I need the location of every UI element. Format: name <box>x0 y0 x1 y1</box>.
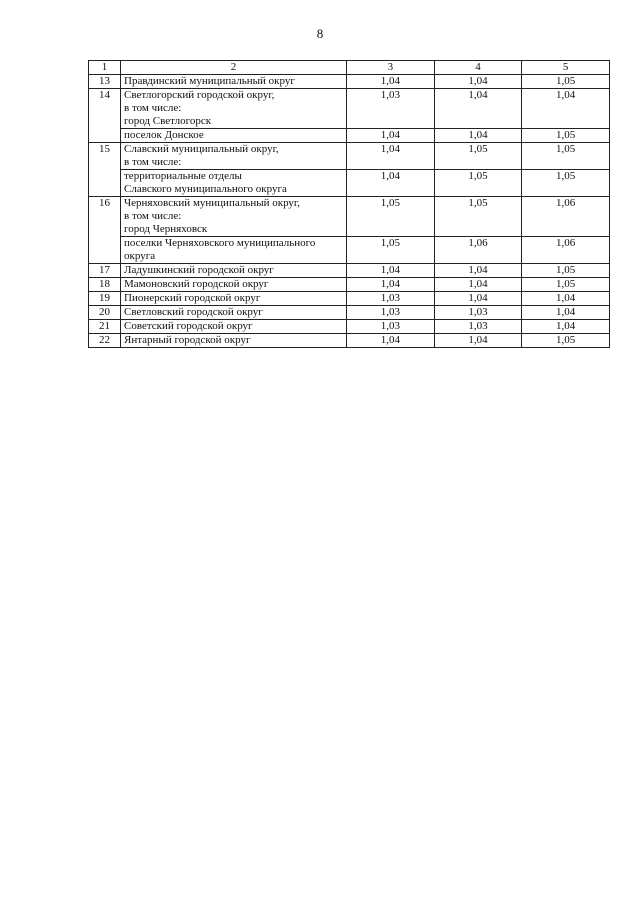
row-number: 16 <box>89 197 121 264</box>
row-value-col-4: 1,04 <box>434 292 522 306</box>
subrow-value-col-5: 1,06 <box>522 237 610 264</box>
row-value-col-4: 1,04 <box>434 278 522 292</box>
table-body <box>89 61 610 348</box>
row-value-col-5: 1,04 <box>522 89 610 129</box>
row-name-line: Советский городской округ <box>124 320 253 332</box>
subrow-value-col-5: 1,05 <box>522 129 610 143</box>
row-name-cell <box>121 264 347 278</box>
table-row <box>89 292 610 306</box>
row-value-col-5: 1,06 <box>522 197 610 237</box>
row-number: 22 <box>89 334 121 348</box>
row-value-col-3: 1,03 <box>347 306 435 320</box>
table-row <box>89 143 610 170</box>
row-value-col-3: 1,04 <box>347 334 435 348</box>
row-name-line: в том числе: <box>124 156 182 168</box>
row-number: 21 <box>89 320 121 334</box>
row-number: 20 <box>89 306 121 320</box>
table-row <box>89 264 610 278</box>
row-value-col-3: 1,03 <box>347 292 435 306</box>
row-value-col-5: 1,04 <box>522 306 610 320</box>
row-value-col-5: 1,05 <box>522 264 610 278</box>
row-name-line: Янтарный городской округ <box>124 334 251 346</box>
row-name-line: Ладушкинский городской округ <box>124 264 274 276</box>
row-name-cell <box>121 237 347 264</box>
row-value-col-3: 1,04 <box>347 278 435 292</box>
row-value-col-4: 1,04 <box>434 334 522 348</box>
row-name-cell <box>121 334 347 348</box>
table-row <box>89 197 610 237</box>
row-name-cell <box>121 306 347 320</box>
row-value-col-4: 1,04 <box>434 264 522 278</box>
table-subrow <box>89 170 610 197</box>
row-value-col-3: 1,04 <box>347 264 435 278</box>
row-value-col-4: 1,03 <box>434 306 522 320</box>
row-name-cell <box>121 75 347 89</box>
row-name-line: Славский муниципальный округ, <box>124 143 279 155</box>
subrow-value-col-4: 1,04 <box>434 129 522 143</box>
row-value-col-5: 1,05 <box>522 278 610 292</box>
row-value-col-5: 1,05 <box>522 143 610 170</box>
subrow-value-col-4: 1,06 <box>434 237 522 264</box>
header-col-1: 1 <box>89 61 121 75</box>
table-row <box>89 89 610 129</box>
row-value-col-4: 1,05 <box>434 143 522 170</box>
coefficients-table <box>88 60 610 348</box>
row-name-line: округа <box>124 250 156 262</box>
row-value-col-3: 1,04 <box>347 143 435 170</box>
row-value-col-4: 1,04 <box>434 89 522 129</box>
row-number: 15 <box>89 143 121 197</box>
subrow-value-col-3: 1,04 <box>347 129 435 143</box>
row-name-line: Правдинский муниципальный округ <box>124 75 295 87</box>
row-value-col-3: 1,04 <box>347 75 435 89</box>
subrow-value-col-3: 1,05 <box>347 237 435 264</box>
row-number: 13 <box>89 75 121 89</box>
row-name-cell <box>121 278 347 292</box>
row-name-line: Мамоновский городской округ <box>124 278 269 290</box>
row-value-col-4: 1,05 <box>434 197 522 237</box>
row-name-line: Светловский городской округ <box>124 306 263 318</box>
row-number: 19 <box>89 292 121 306</box>
row-value-col-5: 1,05 <box>522 75 610 89</box>
table-row <box>89 320 610 334</box>
table-row <box>89 75 610 89</box>
row-name-cell <box>121 129 347 143</box>
row-value-col-5: 1,04 <box>522 292 610 306</box>
row-name-cell <box>121 170 347 197</box>
table-header-row <box>89 61 610 75</box>
header-col-2: 2 <box>121 61 347 75</box>
subrow-value-col-4: 1,05 <box>434 170 522 197</box>
row-name-cell <box>121 197 347 237</box>
header-col-3: 3 <box>347 61 435 75</box>
row-number: 18 <box>89 278 121 292</box>
row-value-col-4: 1,03 <box>434 320 522 334</box>
row-name-line: Пионерский городской округ <box>124 292 261 304</box>
row-value-col-3: 1,05 <box>347 197 435 237</box>
table-subrow <box>89 237 610 264</box>
table-row <box>89 278 610 292</box>
row-name-line: Славского муниципального округа <box>124 183 287 195</box>
row-value-col-5: 1,05 <box>522 334 610 348</box>
row-value-col-4: 1,04 <box>434 75 522 89</box>
row-number: 14 <box>89 89 121 143</box>
header-col-5: 5 <box>522 61 610 75</box>
subrow-value-col-3: 1,04 <box>347 170 435 197</box>
row-name-line: Черняховский муниципальный округ, <box>124 197 300 209</box>
row-name-line: город Светлогорск <box>124 115 212 127</box>
row-name-cell <box>121 89 347 129</box>
row-name-cell <box>121 320 347 334</box>
table-row <box>89 334 610 348</box>
row-value-col-3: 1,03 <box>347 89 435 129</box>
row-name-cell <box>121 143 347 170</box>
row-name-cell <box>121 292 347 306</box>
row-name-line: Светлогорский городской округ, <box>124 89 275 101</box>
page-number: 8 <box>316 26 324 41</box>
row-name-line: поселки Черняховского муниципального <box>124 237 316 249</box>
row-value-col-3: 1,03 <box>347 320 435 334</box>
row-value-col-5: 1,04 <box>522 320 610 334</box>
row-name-line: в том числе: <box>124 102 182 114</box>
row-number: 17 <box>89 264 121 278</box>
table-row <box>89 306 610 320</box>
row-name-line: город Черняховск <box>124 223 208 235</box>
row-name-line: в том числе: <box>124 210 182 222</box>
row-name-line: поселок Донское <box>124 129 204 141</box>
table-subrow <box>89 129 610 143</box>
row-name-line: территориальные отделы <box>124 170 242 182</box>
header-col-4: 4 <box>434 61 522 75</box>
subrow-value-col-5: 1,05 <box>522 170 610 197</box>
